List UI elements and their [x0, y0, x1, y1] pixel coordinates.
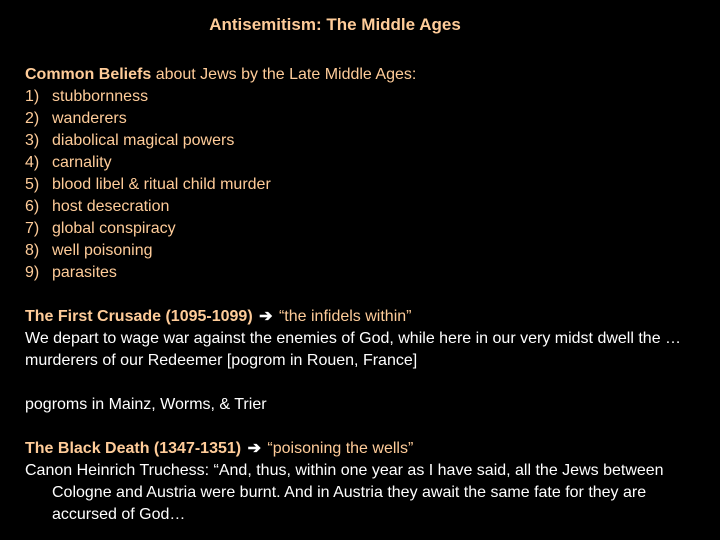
list-item-number: 7)	[25, 220, 40, 237]
black-death-quote: Canon Heinrich Truchess: “And, thus, within one year as I have said, all the Jews between Cologne and Austria were burnt. And in Austria they await the same fate for they are accursed of God…	[25, 462, 664, 523]
list-item-number: 8)	[25, 242, 40, 259]
list-item	[25, 262, 705, 284]
list-item-text: global conspiracy	[52, 220, 176, 237]
list-item-number: 6)	[25, 198, 40, 215]
list-item	[25, 108, 705, 130]
list-item-text: wanderers	[52, 110, 127, 127]
list-item-number: 9)	[25, 264, 40, 281]
list-item	[25, 86, 705, 108]
beliefs-list	[25, 86, 705, 284]
crusade-quote: We depart to wage war against the enemies of God, while here in our very midst dwell the …murderers of our Redeemer [pogrom in Rouen, France]	[25, 330, 682, 369]
list-item	[25, 240, 705, 262]
crusade-tagline: “the infidels within”	[278, 308, 412, 325]
list-item-text: parasites	[52, 264, 117, 281]
crusade-heading-line	[25, 306, 705, 328]
list-item-text: stubbornness	[52, 88, 149, 105]
list-item	[25, 174, 705, 196]
list-item-number: 4)	[25, 154, 40, 171]
black-death-heading: The Black Death (1347-1351)	[25, 440, 242, 457]
slide-title: Antisemitism: The Middle Ages	[209, 15, 461, 34]
black-death-tagline: “poisoning the wells”	[267, 440, 414, 457]
list-item-text: diabolical magical powers	[52, 132, 235, 149]
beliefs-heading	[25, 64, 705, 86]
crusade-heading: The First Crusade (1095-1099)	[25, 308, 253, 325]
list-item-number: 2)	[25, 110, 40, 127]
list-item-text: blood libel & ritual child murder	[52, 176, 271, 193]
beliefs-heading-bold: Common Beliefs	[25, 66, 152, 83]
list-item	[25, 152, 705, 174]
list-item	[25, 196, 705, 218]
list-item	[25, 130, 705, 152]
pogroms-text: pogroms in Mainz, Worms, & Trier	[25, 396, 267, 413]
list-item-text: well poisoning	[52, 242, 153, 259]
list-item-text: host desecration	[52, 198, 170, 215]
black-death-heading-line	[25, 438, 705, 460]
right-arrow-icon: ➔	[247, 440, 261, 457]
list-item	[25, 218, 705, 240]
list-item-number: 1)	[25, 88, 40, 105]
list-item-number: 3)	[25, 132, 40, 149]
beliefs-heading-rest: about Jews by the Late Middle Ages:	[151, 66, 417, 83]
right-arrow-icon: ➔	[259, 308, 273, 325]
list-item-number: 5)	[25, 176, 40, 193]
list-item-text: carnality	[52, 154, 112, 171]
slide-body	[25, 64, 705, 526]
